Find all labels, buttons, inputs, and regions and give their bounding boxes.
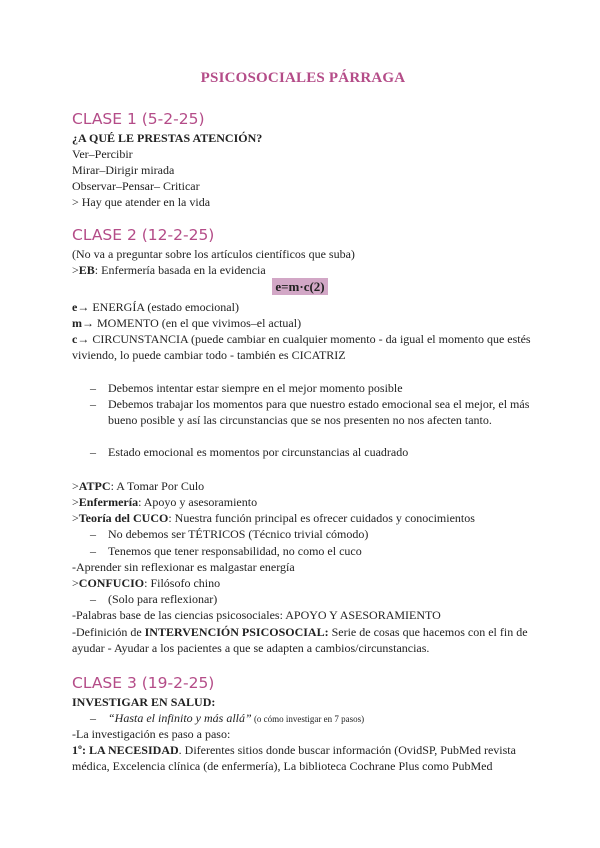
list-item <box>90 444 532 460</box>
eb-label: EB <box>78 263 95 277</box>
list-item <box>90 591 532 607</box>
def-label: INTERVENCIÓN PSICOSOCIAL: <box>144 625 329 639</box>
dash-bullet: – <box>90 381 96 395</box>
cuco-text: : Nuestra función principal es ofrecer cuidados y conocimientos <box>168 511 475 525</box>
clase1-line: Mirar–Dirigir mirada <box>72 163 175 177</box>
dash-bullet: – <box>90 592 96 606</box>
def-text: Serie de cosas que hacemos con el fin de ayudar - Ayudar a los pacientes a que se adapten a cambios/circunstancias. <box>72 625 528 655</box>
dash-bullet: – <box>90 445 96 459</box>
dash-bullet: – <box>90 397 96 411</box>
list-item-text: Debemos trabajar los momentos para que nuestro estado emocional sea el mejor, el más bueno posible y así las circunstancias que se nos presenten no nos afecten tanto. <box>108 397 530 427</box>
clase1-line: Observar–Pensar– Criticar <box>72 179 200 193</box>
quote-text: “Hasta el infinito y más allá” <box>108 711 252 725</box>
list-item <box>90 710 532 727</box>
dash-bullet: – <box>90 711 96 725</box>
eb-text: : Enfermería basada en la evidencia <box>94 263 266 277</box>
clase3-heading: CLASE 3 (19-2-25) <box>72 674 215 692</box>
c-line <box>72 331 534 363</box>
dash-bullet: – <box>90 527 96 541</box>
cuco-line <box>72 510 475 526</box>
dash-bullet: – <box>90 544 96 558</box>
confucio-label: CONFUCIO <box>78 576 145 590</box>
clase1-question: ¿A QUÉ LE PRESTAS ATENCIÓN? <box>72 131 263 145</box>
step1-label: 1º: LA NECESIDAD <box>72 743 179 757</box>
c-label: c→ <box>72 332 90 346</box>
list-item <box>90 526 532 542</box>
confucio-text: : Filósofo chino <box>144 576 221 590</box>
enf-label: Enfermería <box>78 495 139 509</box>
confucio-line <box>72 575 220 591</box>
e-label: e→ <box>72 300 90 314</box>
quote-note: (o cómo investigar en 7 pasos) <box>251 714 365 724</box>
list-item-text: Debemos intentar estar siempre en el mejor momento posible <box>108 381 403 395</box>
m-text: MOMENTO (en el que vivimos–el actual) <box>94 316 302 330</box>
list-item-text: Tenemos que tener responsabilidad, no como el cuco <box>108 544 362 558</box>
c-text: CIRCUNSTANCIA (puede cambiar en cualquier momento - da igual el momento que estés viviendo, lo puede cambiar todo - también es CICATRIZ <box>72 332 531 362</box>
clase2-note: (No va a preguntar sobre los artículos científicos que suba) <box>72 247 355 261</box>
list-item <box>90 543 532 559</box>
confucio-prefix: > <box>72 576 79 590</box>
def-prefix: -Definición de <box>72 625 145 639</box>
list-item <box>90 380 532 396</box>
definicion-line <box>72 624 534 656</box>
atpc-prefix: > <box>72 479 79 493</box>
investigacion-line: -La investigación es paso a paso: <box>72 727 231 741</box>
list-item <box>90 396 532 428</box>
atpc-label: ATPC <box>78 479 111 493</box>
cuco-prefix: > <box>72 511 79 525</box>
palabras-line: -Palabras base de las ciencias psicosociales: APOYO Y ASESORAMIENTO <box>72 608 441 622</box>
clase1-line: > Hay que atender en la vida <box>72 195 211 209</box>
enfermeria-line <box>72 494 257 510</box>
step1-text: . Diferentes sitios donde buscar información (OvidSP, PubMed revista médica, Excelencia clínica (de enfermería), La biblioteca Cochrane Plus como PubMed <box>72 743 516 773</box>
eb-line <box>72 262 266 278</box>
list-item-text: (Solo para reflexionar) <box>108 592 218 606</box>
clase1-line: Ver–Percibir <box>72 147 133 161</box>
document-title: PSICOSOCIALES PÁRRAGA <box>200 70 406 86</box>
m-line <box>72 315 301 331</box>
clase2-heading: CLASE 2 (12-2-25) <box>72 226 215 244</box>
atpc-line <box>72 478 204 494</box>
m-label: m→ <box>72 316 94 330</box>
clase3-subheading: INVESTIGAR EN SALUD: <box>72 695 216 709</box>
step1-line <box>72 742 534 774</box>
atpc-text: : A Tomar Por Culo <box>110 479 205 493</box>
cuco-label: Teoría del CUCO <box>78 511 169 525</box>
list-item-text: Estado emocional es momentos por circunstancias al cuadrado <box>108 445 409 459</box>
formula-highlight: e=m·c(2) <box>272 278 328 295</box>
e-text: ENERGÍA (estado emocional) <box>89 300 239 314</box>
enf-prefix: > <box>72 495 79 509</box>
list-item-text: No debemos ser TÉTRICOS (Técnico trivial cómodo) <box>108 527 369 541</box>
enf-text: : Apoyo y asesoramiento <box>138 495 258 509</box>
eb-prefix: > <box>72 263 79 277</box>
aprender-line: -Aprender sin reflexionar es malgastar energía <box>72 560 295 574</box>
clase1-heading: CLASE 1 (5-2-25) <box>72 110 205 128</box>
e-line <box>72 299 239 315</box>
